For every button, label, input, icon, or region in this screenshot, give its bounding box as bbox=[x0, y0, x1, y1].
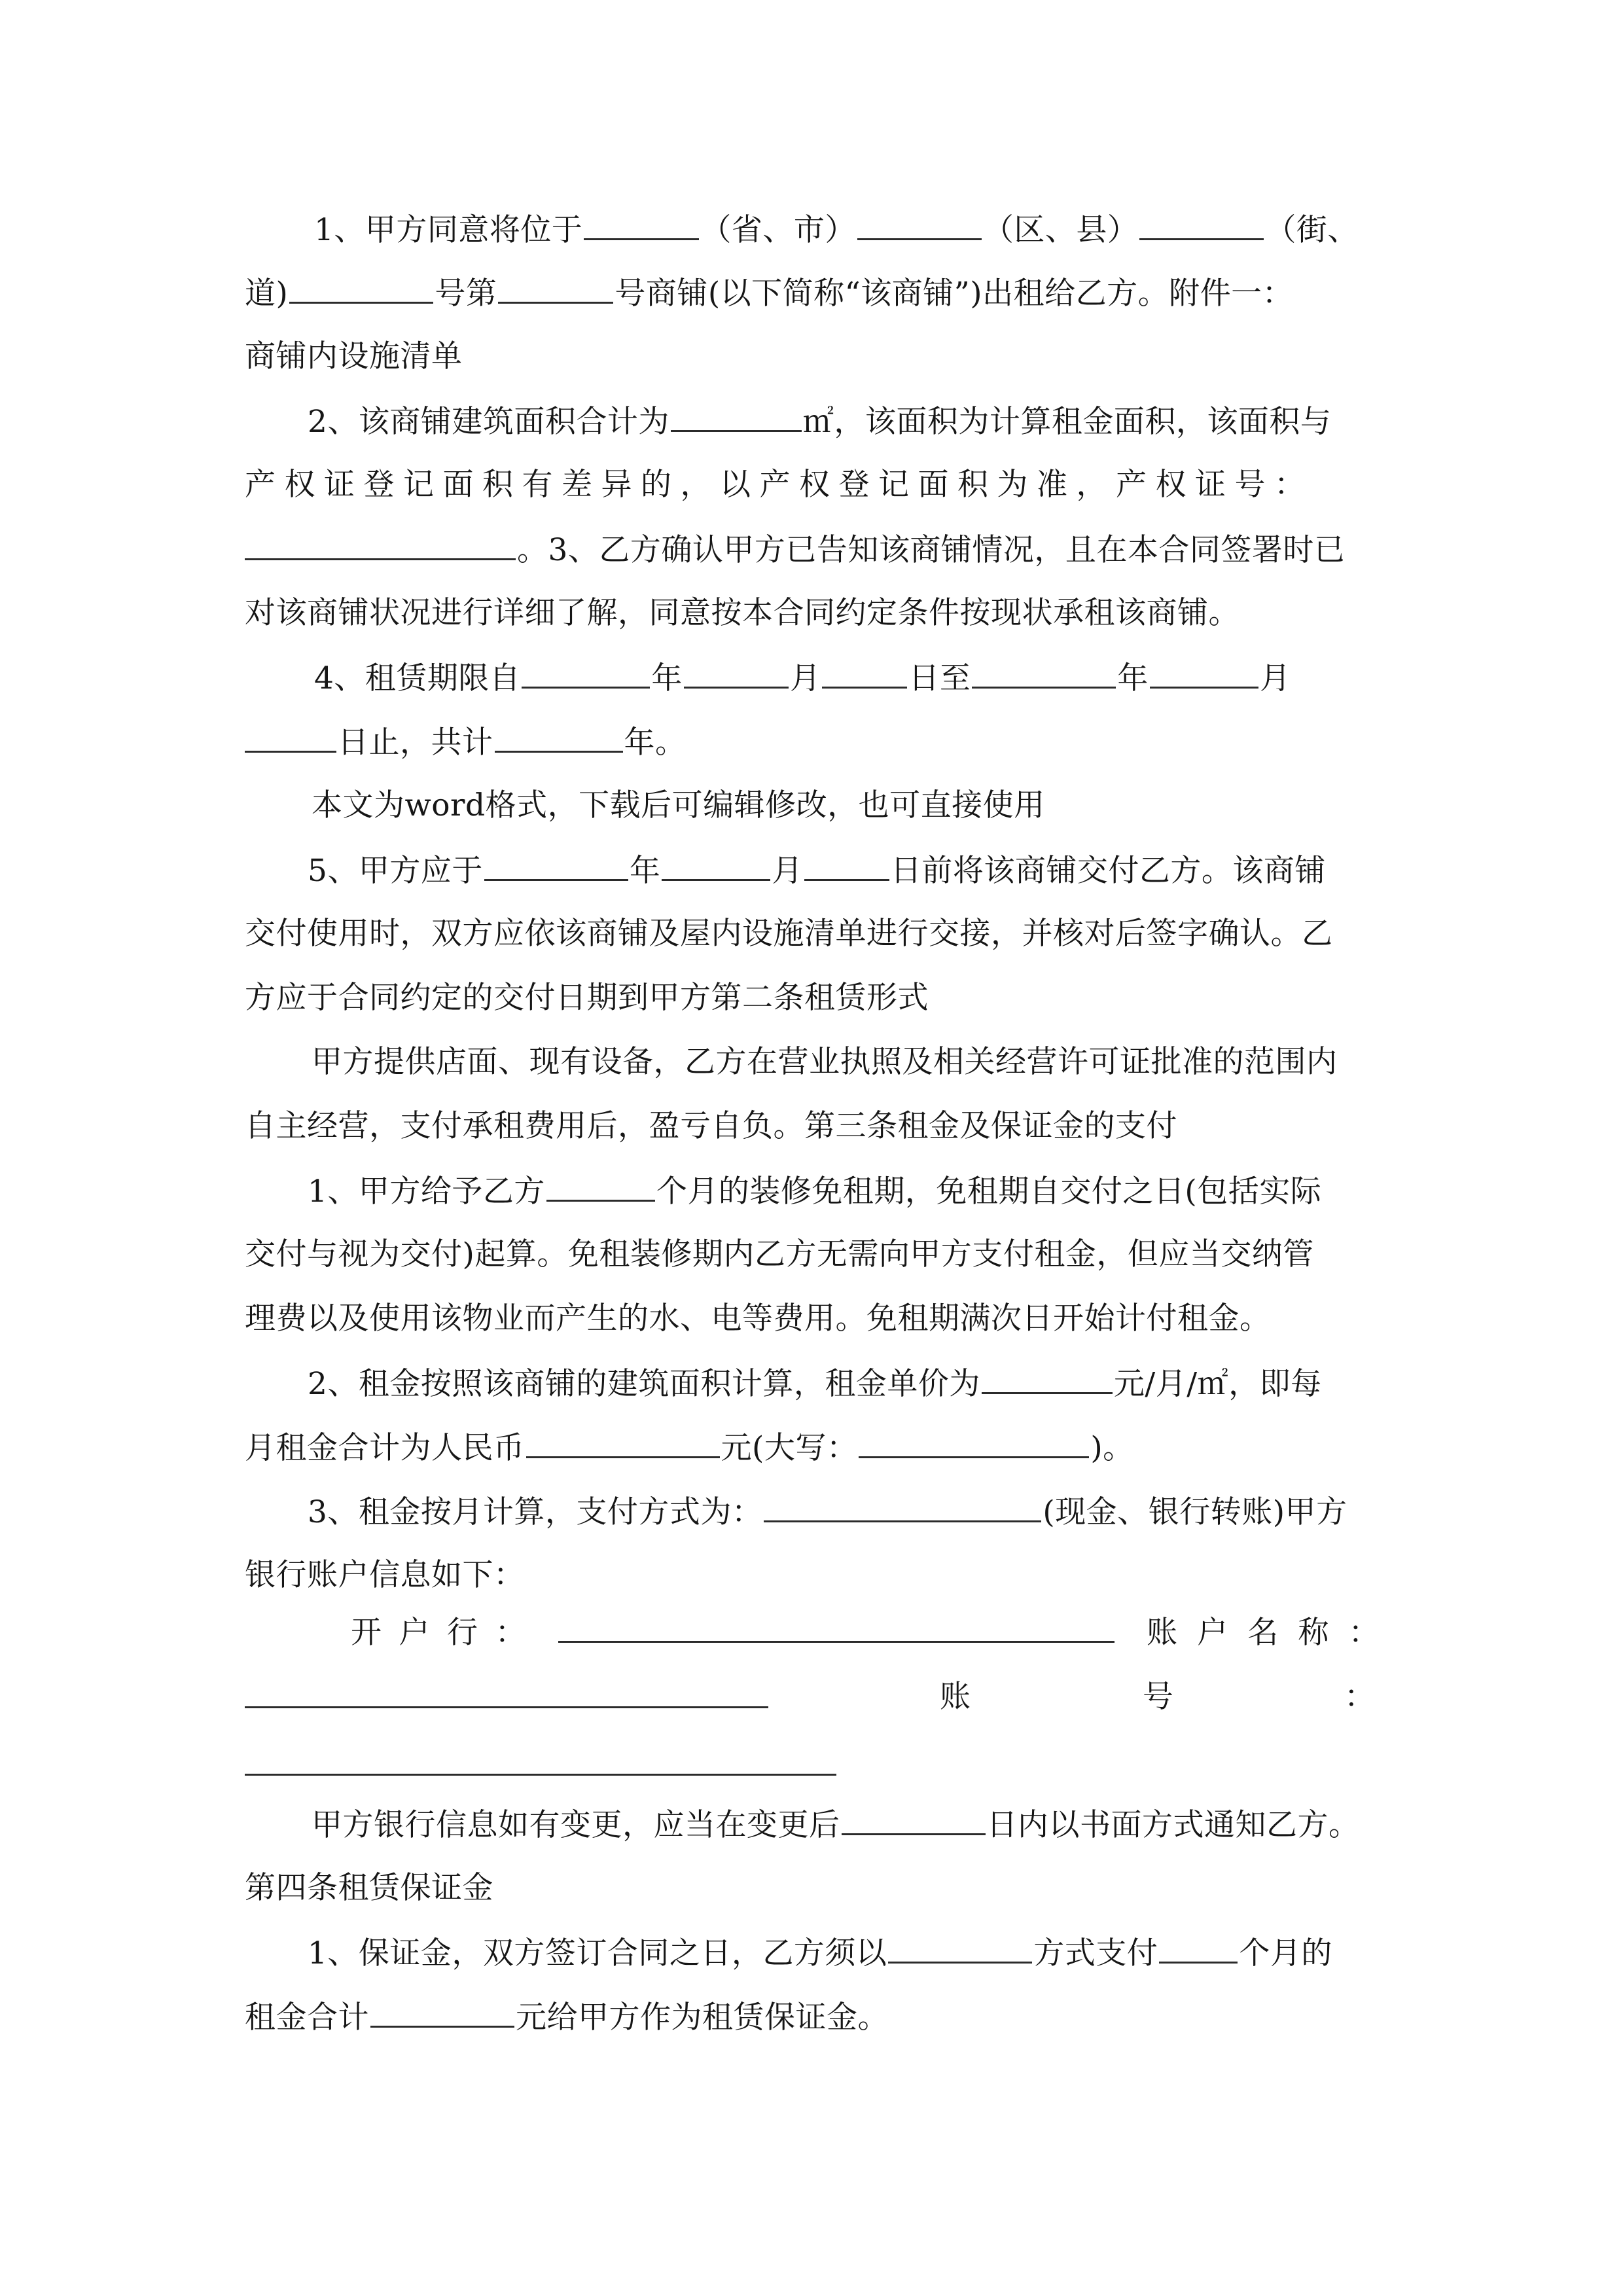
text-line bbox=[308, 1479, 1380, 1543]
clause-text: 2、该商铺建筑面积合计为 bbox=[308, 404, 669, 440]
clause-text: 自主经营，支付承租费用后，盈亏自负。第三条租金及保证金的支付 bbox=[245, 1108, 1177, 1144]
clause-text: 2、租金按照该商铺的建筑面积计算，租金单价为 bbox=[308, 1366, 980, 1402]
blank-field bbox=[859, 1415, 1089, 1458]
blank-field bbox=[245, 709, 336, 753]
account-no-char: ： bbox=[1344, 1679, 1376, 1715]
clause-text: 元/月/㎡，即每 bbox=[1113, 1366, 1322, 1402]
clause-text: （区、县） bbox=[982, 212, 1139, 248]
text-line bbox=[245, 1094, 1380, 1158]
text-line bbox=[308, 389, 1380, 453]
blank-field bbox=[671, 389, 802, 432]
text-line bbox=[245, 453, 1380, 517]
clause-text: 商铺内设施清单 bbox=[245, 338, 463, 374]
clause-text: 1、甲方同意将位于 bbox=[314, 212, 583, 248]
text-line bbox=[245, 709, 1380, 774]
clause-text: 年 bbox=[651, 660, 683, 696]
clause-text: 月 bbox=[789, 660, 821, 696]
text-line bbox=[245, 1984, 1380, 2049]
text-line bbox=[312, 774, 1380, 838]
clause-text: 月 bbox=[1259, 660, 1291, 696]
clause-text: 日内以书面方式通知乙方。 bbox=[986, 1807, 1360, 1843]
text-line bbox=[245, 260, 1380, 325]
clause-text: 3、租金按月计算，支付方式为： bbox=[308, 1494, 763, 1530]
clause-text: 个月的 bbox=[1239, 1935, 1332, 1971]
clause-text: 1、甲方给予乙方 bbox=[308, 1174, 545, 1210]
clause-text: 日前将该商铺交付乙方。该商铺 bbox=[890, 853, 1326, 889]
blank-field bbox=[764, 1479, 1041, 1522]
text-line bbox=[245, 517, 1380, 581]
clause-text: 租金合计 bbox=[245, 2000, 369, 2036]
clause-text: 日止，共计 bbox=[338, 725, 493, 761]
clause-text: 月租金合计为人民币 bbox=[245, 1430, 525, 1466]
clause-text: 年 bbox=[1117, 660, 1149, 696]
clause-text: 银行账户信息如下： bbox=[245, 1557, 525, 1593]
text-line bbox=[312, 1792, 1380, 1856]
clause-text: 元给甲方作为租赁保证金。 bbox=[516, 2000, 889, 2036]
blank-field bbox=[522, 645, 650, 689]
blank-field bbox=[842, 1792, 986, 1835]
section-title: 第四条租赁保证金 bbox=[245, 1870, 493, 1906]
account-number-blank-field bbox=[245, 1774, 836, 1776]
blank-field bbox=[857, 197, 982, 240]
notice-text: 本文为word格式，下载后可编辑修改，也可直接使用 bbox=[312, 787, 1045, 823]
clause-text: 理费以及使用该物业而产生的水、电等费用。免租期满次日开始计付租金。 bbox=[245, 1300, 1271, 1336]
clause-text: )。 bbox=[1090, 1430, 1134, 1466]
text-line bbox=[245, 1543, 1380, 1607]
blank-field bbox=[1150, 645, 1258, 689]
clause-text: 甲方提供店面、现有设备，乙方在营业执照及相关经营许可证批准的范围内 bbox=[312, 1044, 1338, 1080]
section-heading bbox=[245, 1856, 1380, 1920]
clause-text: 交付使用时，双方应依该商铺及屋内设施清单进行交接，并核对后签字确认。乙 bbox=[245, 916, 1333, 952]
text-line bbox=[308, 838, 1380, 902]
account-row bbox=[245, 1665, 1380, 1729]
blank-field bbox=[245, 517, 516, 560]
clause-text: 日至 bbox=[908, 660, 971, 696]
clause-text: 号第 bbox=[435, 276, 497, 312]
clause-text: 元(大写： bbox=[721, 1430, 858, 1466]
clause-text: 对该商铺状况进行详细了解，同意按本合同约定条件按现状承租该商铺。 bbox=[245, 595, 1240, 631]
blank-field bbox=[1159, 1920, 1238, 1964]
clause-text: 。3、乙方确认甲方已告知该商铺情况，且在本合同签署时已 bbox=[517, 532, 1346, 568]
account-name-label: 账 户 名 称 ： bbox=[1147, 1615, 1380, 1651]
bank-label: 开 户 行 ： bbox=[351, 1615, 526, 1651]
account-name-blank-field bbox=[245, 1665, 768, 1708]
blank-field bbox=[662, 838, 770, 881]
blank-field bbox=[982, 1351, 1113, 1394]
blank-field bbox=[370, 1984, 514, 2028]
clause-text: (现金、银行转账)甲方 bbox=[1043, 1494, 1347, 1530]
text-line bbox=[314, 645, 1380, 709]
clause-text: （省、市） bbox=[700, 212, 856, 248]
blank-field bbox=[526, 1415, 720, 1458]
blank-field bbox=[804, 838, 889, 881]
clause-text: 4、租赁期限自 bbox=[314, 660, 521, 696]
clause-text: 月 bbox=[772, 853, 803, 889]
clause-text: 个月的装修免租期，免租期自交付之日(包括实际 bbox=[656, 1174, 1322, 1210]
blank-field bbox=[888, 1920, 1032, 1964]
text-line bbox=[308, 1158, 1380, 1223]
blank-field bbox=[289, 260, 433, 304]
bank-blank-field bbox=[558, 1600, 1115, 1643]
clause-text: 1、保证金，双方签订合同之日，乙方须以 bbox=[308, 1935, 887, 1971]
text-line bbox=[314, 197, 1380, 261]
text-line bbox=[245, 966, 1380, 1030]
clause-text: 甲方银行信息如有变更，应当在变更后 bbox=[312, 1807, 840, 1843]
text-line bbox=[245, 581, 1380, 645]
text-line bbox=[312, 1030, 1380, 1094]
clause-text: 5、甲方应于 bbox=[308, 853, 483, 889]
text-line bbox=[245, 1415, 1380, 1479]
clause-text: ㎡，该面积为计算租金面积，该面积与 bbox=[802, 404, 1332, 440]
clause-text: （街、 bbox=[1265, 212, 1359, 248]
text-line bbox=[245, 325, 1380, 389]
clause-text: 产权证登记面积有差异的，以产权登记面积为准，产权证号： bbox=[245, 467, 1314, 503]
text-line bbox=[245, 902, 1380, 966]
clause-text: 年。 bbox=[624, 725, 687, 761]
blank-field bbox=[684, 645, 789, 689]
text-line bbox=[308, 1351, 1380, 1415]
blank-field bbox=[546, 1158, 655, 1202]
account-no-char: 账 bbox=[940, 1679, 971, 1715]
clause-text: 方应于合同约定的交付日期到甲方第二条租赁形式 bbox=[245, 980, 929, 1016]
text-line bbox=[308, 1920, 1380, 1984]
text-line bbox=[245, 1223, 1380, 1287]
blank-field bbox=[495, 709, 623, 753]
blank-field bbox=[1139, 197, 1264, 240]
blank-field bbox=[972, 645, 1116, 689]
clause-text: 方式支付 bbox=[1033, 1935, 1158, 1971]
clause-text: 道) bbox=[245, 276, 289, 312]
blank-field bbox=[498, 260, 613, 304]
clause-text: 号商铺(以下简称“该商铺”)出租给乙方。附件一： bbox=[615, 276, 1294, 312]
blank-field bbox=[822, 645, 907, 689]
blank-field bbox=[484, 838, 628, 881]
text-line bbox=[245, 1287, 1380, 1351]
account-no-char: 号 bbox=[1143, 1679, 1174, 1715]
clause-text: 交付与视为交付)起算。免租装修期内乙方无需向甲方支付租金，但应当交纳管 bbox=[245, 1236, 1314, 1272]
clause-text: 年 bbox=[629, 853, 661, 889]
bank-info-row bbox=[351, 1600, 1380, 1664]
blank-field bbox=[584, 197, 699, 240]
